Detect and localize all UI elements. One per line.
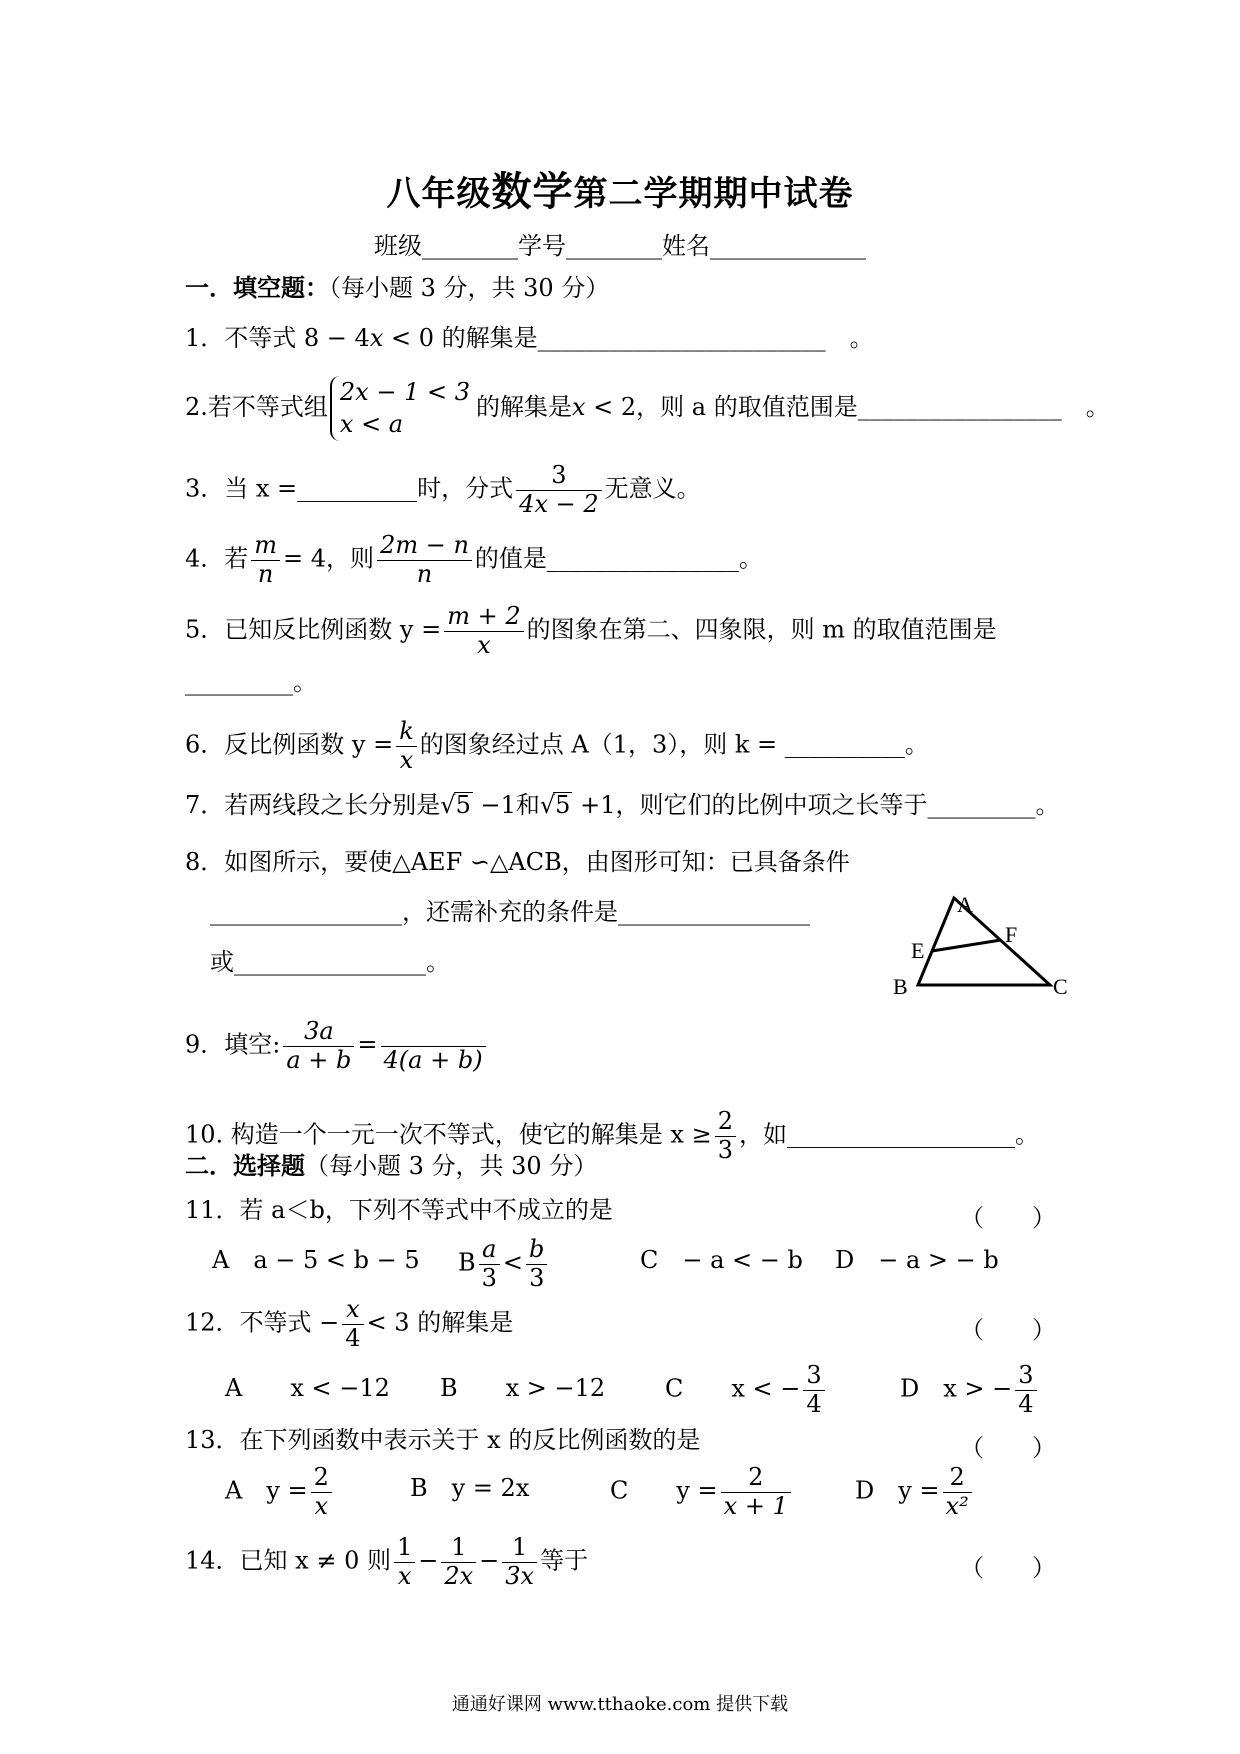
q12-option-c: C x < − $\frac{3}{4}$	[665, 1362, 828, 1418]
fraction-blank: 4(a + b)	[381, 1018, 486, 1074]
label-b: B	[893, 974, 908, 999]
question-9: 9．填空: $\frac{3a}{a + b}$ = 4(a + b)	[185, 1018, 489, 1074]
q13-option-d: D y = $\frac{2}{\text{x²}}$	[855, 1464, 975, 1520]
question-14: 14．已知 x ≠ 0 则 $\frac{1}{x}$ − $\frac{1}{2x}$ − $\frac{1}{3x}$ 等于	[185, 1533, 589, 1590]
fraction: $\frac{b}{3}$	[526, 1236, 547, 1292]
fraction: $\frac{2}{x + 1}$	[721, 1464, 791, 1520]
question-13: 13．在下列函数中表示关于 x 的反比例函数的是	[185, 1426, 701, 1454]
label-c: C	[1053, 974, 1068, 999]
question-1: 1．不等式 8 − 4x < 0 的解集是________________________ 。	[185, 324, 874, 352]
question-5: 5．已知反比例函数 y = $\frac{m + 2}{x}$ 的图象在第二、四象限，则 m 的取值范围是	[185, 602, 997, 659]
fraction: $\frac{2}{x}$	[311, 1464, 332, 1520]
fraction: $\frac{1}{x}$	[394, 1534, 415, 1590]
question-4: 4．若 $\frac{m}{n}$ = 4，则 $\frac{2m - n}{n}$ 的值是________________。	[185, 531, 763, 588]
question-10: 10. 构造一个一元一次不等式，使它的解集是 x ≥ $\frac{2}{3}$ ，如___________________。	[185, 1107, 1039, 1164]
section-2-heading: 二．选择题（每小题 3 分，共 30 分）	[185, 1151, 598, 1180]
q11-option-a: A a − 5 < b − 5	[212, 1246, 420, 1274]
fraction: $\frac{3}{4}$	[1015, 1362, 1036, 1418]
page-footer: 通通好课网 www.tthaoke.com 提供下载	[451, 1694, 789, 1715]
question-6: 6．反比例函数 y = $\frac{k}{x}$ 的图象经过点 A（1，3），则 k = __________。	[185, 717, 929, 774]
fraction: $\frac{m + 2}{x}$	[444, 603, 523, 659]
student-info: 班级________学号________姓名_____________	[374, 232, 866, 260]
question-8-line-3: 或________________。	[210, 948, 450, 976]
sqrt-symbol: √	[539, 791, 556, 819]
q11-option-c: C − a < − b	[640, 1246, 803, 1274]
fraction: $\frac{2}{3}$	[715, 1108, 736, 1164]
q12-option-a: A x < −12	[225, 1374, 390, 1402]
q11-option-b: B $\frac{a}{3}$ < $\frac{b}{3}$	[458, 1236, 550, 1292]
q11-option-d: D − a > − b	[835, 1246, 999, 1274]
fraction: $\frac{x}{4}$	[342, 1296, 363, 1352]
answer-paren-12: （ ）	[960, 1316, 1056, 1344]
inequality-system: 2x − 1 < 3 x < a	[330, 376, 474, 441]
label-f: F	[1005, 922, 1018, 947]
q12-option-d: D x > − $\frac{3}{4}$	[900, 1362, 1040, 1418]
question-11: 11．若 a＜b，下列不等式中不成立的是	[185, 1196, 613, 1224]
q13-option-b: B y = 2x	[410, 1474, 530, 1502]
answer-paren-14: （ ）	[960, 1554, 1056, 1582]
question-5-continued: _________。	[185, 668, 317, 696]
fraction: $\frac{3}{4}$	[803, 1362, 824, 1418]
q13-option-c: C y = $\frac{2}{x + 1}$	[610, 1464, 794, 1520]
question-7: 7．若两线段之长分别是√5 −1和√5 +1，则它们的比例中项之长等于_________。	[185, 791, 1060, 819]
question-8: 8．如图所示，要使△AEF ∽△ACB，由图形可知：已具备条件	[185, 848, 850, 876]
fraction: $\frac{2}{\text{x²}}$	[943, 1464, 972, 1520]
triangle-figure	[885, 890, 1075, 1005]
fraction: $\frac{3}{4x - 2}$	[516, 462, 601, 518]
page-title: 八年级数学第二学期期中试卷	[386, 168, 854, 215]
q13-option-a: A y = $\frac{2}{x}$	[225, 1464, 335, 1520]
fraction: $\frac{a}{3}$	[479, 1236, 500, 1292]
question-8-line-2: ________________，还需补充的条件是________________	[210, 898, 810, 926]
title-emphasis: 数学	[491, 168, 574, 215]
fraction: $\frac{m}{n}$	[251, 532, 280, 588]
label-a: A	[957, 892, 973, 917]
answer-paren-11: （ ）	[960, 1204, 1056, 1232]
fraction: $\frac{k}{x}$	[396, 718, 417, 774]
fraction: $\frac{3a}{a + b}$	[283, 1018, 354, 1074]
question-12: 12．不等式 − $\frac{x}{4}$ < 3 的解集是	[185, 1295, 514, 1352]
answer-paren-13: （ ）	[960, 1434, 1056, 1462]
label-e: E	[911, 938, 925, 963]
q12-option-b: B x > −12	[440, 1374, 606, 1402]
sqrt-symbol: √	[440, 791, 456, 819]
fraction: $\frac{1}{3x}$	[502, 1534, 537, 1590]
fraction: $\frac{1}{2x}$	[441, 1534, 476, 1590]
question-2: 2.若不等式组 2x − 1 < 3 x < a 的解集是x < 2，则 a 的取值范围是_________________ 。	[185, 376, 1110, 441]
section-1-heading: 一．填空题：（每小题 3 分，共 30 分）	[185, 273, 610, 302]
question-3: 3．当 x =__________时，分式 $\frac{3}{4x - 2}$ 无意义。	[185, 461, 701, 518]
fraction: $\frac{2m - n}{n}$	[377, 532, 472, 588]
segment-ef	[932, 940, 1001, 951]
